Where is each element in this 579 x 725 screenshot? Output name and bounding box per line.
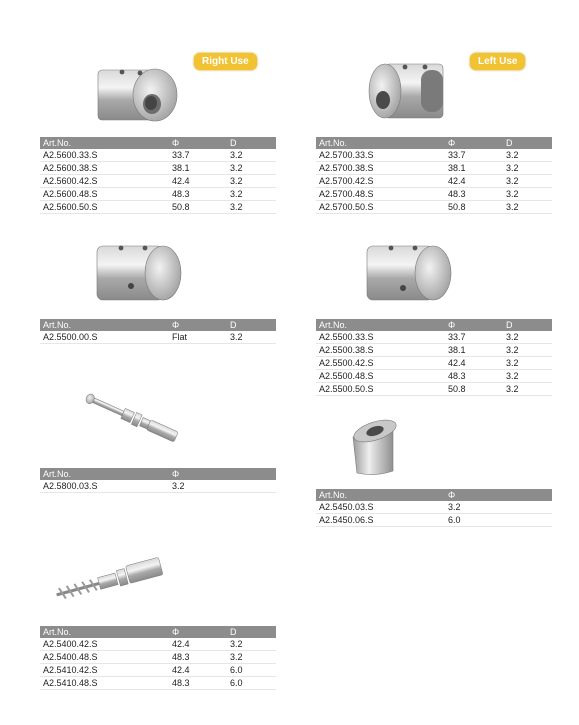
cell-d: 3.2 xyxy=(506,371,519,381)
table-row xyxy=(40,677,276,690)
cell-phi: Flat xyxy=(172,332,188,342)
col-art-no: Art.No. xyxy=(319,138,348,148)
cell-d: 3.2 xyxy=(230,639,243,649)
cell-d: 3.2 xyxy=(230,652,243,662)
round-cross-bar-holder-image xyxy=(363,238,455,308)
table-header xyxy=(40,468,276,480)
spec-table-5500-flat xyxy=(40,319,276,344)
table-row xyxy=(316,149,552,162)
cell-d: 3.2 xyxy=(506,358,519,368)
col-d: D xyxy=(506,320,513,330)
cell-d: 3.2 xyxy=(506,345,519,355)
table-row xyxy=(316,357,552,370)
cell-phi: 33.7 xyxy=(448,150,466,160)
cell-d: 3.2 xyxy=(506,189,519,199)
cell-phi: 50.8 xyxy=(448,384,466,394)
cell-art-no: A2.5700.42.S xyxy=(319,176,374,186)
cell-d: 3.2 xyxy=(506,150,519,160)
table-row xyxy=(316,514,552,527)
cell-d: 6.0 xyxy=(230,678,243,688)
wire-tensioner-image xyxy=(78,388,186,448)
cell-phi: 50.8 xyxy=(448,202,466,212)
cell-d: 6.0 xyxy=(230,665,243,675)
cell-art-no: A2.5410.48.S xyxy=(43,678,98,688)
cell-d: 3.2 xyxy=(506,384,519,394)
table-row xyxy=(40,480,276,493)
table-header xyxy=(316,489,552,501)
flat-cross-bar-holder-image xyxy=(93,238,185,308)
cell-phi: 38.1 xyxy=(448,163,466,173)
table-row xyxy=(316,383,552,396)
col-art-no: Art.No. xyxy=(43,320,72,330)
spec-table-5800 xyxy=(40,468,276,493)
col-phi: Φ xyxy=(172,138,180,148)
cell-art-no: A2.5700.50.S xyxy=(319,202,374,212)
cell-phi: 42.4 xyxy=(172,639,190,649)
cell-d: 3.2 xyxy=(506,202,519,212)
table-row xyxy=(316,501,552,514)
table-header xyxy=(40,626,276,638)
col-phi: Φ xyxy=(172,320,180,330)
spec-table-5400 xyxy=(40,626,276,690)
col-d: D xyxy=(230,138,237,148)
cell-art-no: A2.5600.38.S xyxy=(43,163,98,173)
cell-phi: 48.3 xyxy=(448,189,466,199)
cell-art-no: A2.5500.38.S xyxy=(319,345,374,355)
right-use-badge: Right Use xyxy=(194,53,257,70)
cell-phi: 3.2 xyxy=(448,502,461,512)
table-row xyxy=(316,175,552,188)
cell-phi: 38.1 xyxy=(172,163,190,173)
table-header xyxy=(40,137,276,149)
cell-art-no: A2.5700.38.S xyxy=(319,163,374,173)
table-row xyxy=(40,188,276,201)
cell-art-no: A2.5600.48.S xyxy=(43,189,98,199)
cell-art-no: A2.5700.48.S xyxy=(319,189,374,199)
cell-art-no: A2.5500.50.S xyxy=(319,384,374,394)
cell-d: 3.2 xyxy=(506,163,519,173)
table-row xyxy=(40,201,276,214)
cell-phi: 48.3 xyxy=(172,678,190,688)
col-phi: Φ xyxy=(172,627,180,637)
cell-art-no: A2.5400.42.S xyxy=(43,639,98,649)
cell-phi: 33.7 xyxy=(448,332,466,342)
cell-d: 3.2 xyxy=(506,176,519,186)
cell-d: 3.2 xyxy=(230,176,243,186)
cell-phi: 42.4 xyxy=(448,176,466,186)
table-row xyxy=(40,651,276,664)
col-art-no: Art.No. xyxy=(43,138,72,148)
col-phi: Φ xyxy=(448,138,456,148)
table-header xyxy=(316,319,552,331)
spec-table-5500 xyxy=(316,319,552,396)
angled-wire-fitting-image xyxy=(345,415,415,480)
cell-phi: 42.4 xyxy=(448,358,466,368)
cell-art-no: A2.5600.42.S xyxy=(43,176,98,186)
cell-art-no: A2.5700.33.S xyxy=(319,150,374,160)
cell-d: 3.2 xyxy=(230,150,243,160)
table-header xyxy=(316,137,552,149)
table-row xyxy=(40,175,276,188)
col-phi: Φ xyxy=(448,320,456,330)
cell-phi: 42.4 xyxy=(172,176,190,186)
cell-art-no: A2.5450.06.S xyxy=(319,515,374,525)
cell-d: 3.2 xyxy=(230,332,243,342)
cell-d: 3.2 xyxy=(230,202,243,212)
col-art-no: Art.No. xyxy=(319,490,348,500)
table-row xyxy=(40,331,276,344)
cross-bar-holder-left-image xyxy=(365,58,455,126)
cell-d: 3.2 xyxy=(506,332,519,342)
col-d: D xyxy=(230,320,237,330)
cell-phi: 3.2 xyxy=(172,481,185,491)
table-header xyxy=(40,319,276,331)
table-row xyxy=(316,370,552,383)
spec-table-5600 xyxy=(40,137,276,214)
cell-art-no: A2.5600.50.S xyxy=(43,202,98,212)
col-d: D xyxy=(506,138,513,148)
table-row xyxy=(316,188,552,201)
table-row xyxy=(316,201,552,214)
cell-art-no: A2.5500.48.S xyxy=(319,371,374,381)
cell-art-no: A2.5500.33.S xyxy=(319,332,374,342)
col-d: D xyxy=(230,627,237,637)
spec-table-5450 xyxy=(316,489,552,527)
table-row xyxy=(316,344,552,357)
table-row xyxy=(40,638,276,651)
cell-phi: 6.0 xyxy=(448,515,461,525)
left-use-badge: Left Use xyxy=(470,53,525,70)
col-art-no: Art.No. xyxy=(43,469,72,479)
cell-art-no: A2.5410.42.S xyxy=(43,665,98,675)
spec-table-5700 xyxy=(316,137,552,214)
table-row xyxy=(316,162,552,175)
cell-art-no: A2.5500.00.S xyxy=(43,332,98,342)
cell-phi: 38.1 xyxy=(448,345,466,355)
cell-art-no: A2.5400.48.S xyxy=(43,652,98,662)
cell-art-no: A2.5450.03.S xyxy=(319,502,374,512)
cell-phi: 48.3 xyxy=(172,189,190,199)
cell-phi: 33.7 xyxy=(172,150,190,160)
cell-phi: 48.3 xyxy=(172,652,190,662)
cell-phi: 50.8 xyxy=(172,202,190,212)
cross-bar-holder-right-image xyxy=(92,62,182,127)
cell-art-no: A2.5800.03.S xyxy=(43,481,98,491)
cell-phi: 48.3 xyxy=(448,371,466,381)
table-row xyxy=(40,149,276,162)
screw-connector-image xyxy=(48,553,168,603)
col-art-no: Art.No. xyxy=(43,627,72,637)
cell-art-no: A2.5600.33.S xyxy=(43,150,98,160)
cell-phi: 42.4 xyxy=(172,665,190,675)
col-phi: Φ xyxy=(448,490,456,500)
cell-d: 3.2 xyxy=(230,163,243,173)
table-row xyxy=(40,664,276,677)
table-row xyxy=(40,162,276,175)
table-row xyxy=(316,331,552,344)
cell-d: 3.2 xyxy=(230,189,243,199)
col-art-no: Art.No. xyxy=(319,320,348,330)
cell-art-no: A2.5500.42.S xyxy=(319,358,374,368)
col-phi: Φ xyxy=(172,469,180,479)
